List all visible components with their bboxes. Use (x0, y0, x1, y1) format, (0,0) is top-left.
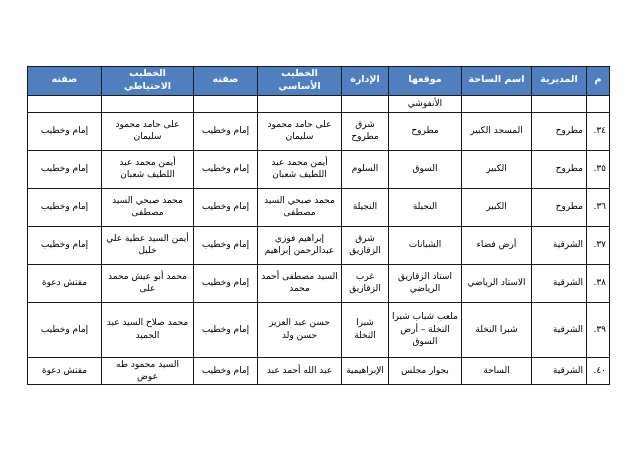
header-location: موقعها (389, 67, 462, 96)
square-cell: المسجد الكبير (462, 112, 532, 150)
main-preacher-cell: عبد الله أحمد عبد (258, 357, 342, 384)
row-number: ٣٤. (587, 112, 610, 150)
admin-cell: النجيلة (342, 188, 389, 226)
table-row (28, 264, 610, 302)
header-backup-preacher: الخطيب الاحتياطي (102, 67, 194, 96)
backup-role-cell: مفتش دعوة (28, 357, 102, 384)
row-number: ٣٧. (587, 226, 610, 264)
backup-role-cell: إمام وخطيب (28, 226, 102, 264)
table-row (28, 112, 610, 150)
governorate-cell: مطروح (532, 150, 587, 188)
location-cell: الشبانات (389, 226, 462, 264)
header-num: م (587, 67, 610, 96)
main-preacher-cell: محمد صبحي السيد مصطفى (258, 188, 342, 226)
admin-cell: شبرا النخلة (342, 302, 389, 357)
main-role-cell: إمام وخطيب (194, 302, 258, 357)
table-row (28, 226, 610, 264)
backup-preacher-cell: محمد صلاح السيد عبد الحميد (102, 302, 194, 357)
governorate-cell: مطروح (532, 112, 587, 150)
backup-preacher-cell: محمد صبحي السيد مصطفى (102, 188, 194, 226)
table-row (28, 357, 610, 384)
backup-role-cell: إمام وخطيب (28, 112, 102, 150)
row-number: ٤٠. (587, 357, 610, 384)
backup-role-cell: إمام وخطيب (28, 150, 102, 188)
admin-cell: غرب الزقازيق (342, 264, 389, 302)
row-number: ٣٥. (587, 150, 610, 188)
header-main-role: صفته (194, 67, 258, 96)
main-preacher-cell: على حامد محمود سليمان (258, 112, 342, 150)
backup-preacher-cell: محمد أبو عيش محمد على (102, 264, 194, 302)
main-preacher-cell: السيد مصطفى أحمد محمد (258, 264, 342, 302)
admin-cell: الإبراهيمية (342, 357, 389, 384)
backup-preacher-cell: على حامد محمود سليمان (102, 112, 194, 150)
backup-preacher-cell: السيد محمود طه عوض (102, 357, 194, 384)
square-cell: الاستاد الرياضي (462, 264, 532, 302)
location-cell: السوق (389, 150, 462, 188)
header-square-name: اسم الساحة (462, 67, 532, 96)
admin-cell: السلوم (342, 150, 389, 188)
admin-cell: شرق مطروح (342, 112, 389, 150)
main-preacher-cell: أيمن محمد عبد اللطيف شعبان (258, 150, 342, 188)
row-number: ٣٨. (587, 264, 610, 302)
backup-preacher-cell: أيمن محمد عبد اللطيف شعبان (102, 150, 194, 188)
continuation-location: الأنفوشي (389, 95, 462, 112)
main-role-cell: إمام وخطيب (194, 226, 258, 264)
governorate-cell: مطروح (532, 188, 587, 226)
main-role-cell: إمام وخطيب (194, 357, 258, 384)
square-cell: الساحة (462, 357, 532, 384)
row-number: ٣٩. (587, 302, 610, 357)
header-main-preacher: الخطيب الأساسي (258, 67, 342, 96)
location-cell: استاد الزقازيق الرياضي (389, 264, 462, 302)
backup-role-cell: إمام وخطيب (28, 188, 102, 226)
square-cell: الكبير (462, 150, 532, 188)
main-preacher-cell: حسن عبد العزيز حسن ولد (258, 302, 342, 357)
khutaba-table (27, 66, 610, 385)
location-cell: ملعب شباب شبرا النخلة – أرض السوق (389, 302, 462, 357)
governorate-cell: الشرقية (532, 302, 587, 357)
location-cell: بجوار مجلس (389, 357, 462, 384)
main-role-cell: إمام وخطيب (194, 264, 258, 302)
main-role-cell: إمام وخطيب (194, 188, 258, 226)
table-header (28, 67, 610, 96)
main-role-cell: إمام وخطيب (194, 112, 258, 150)
header-governorate: المديرية (532, 67, 587, 96)
location-cell: النجيلة (389, 188, 462, 226)
backup-preacher-cell: أيمن السيد عطية علي خليل (102, 226, 194, 264)
main-preacher-cell: إبراهيم فوزي عبدالرحمن إبراهيم (258, 226, 342, 264)
header-backup-role: صفته (28, 67, 102, 96)
header-administration: الإدارة (342, 67, 389, 96)
table-row (28, 188, 610, 226)
backup-role-cell: مفتش دعوة (28, 264, 102, 302)
admin-cell: شرق الزقازيق (342, 226, 389, 264)
governorate-cell: الشرقية (532, 226, 587, 264)
square-cell: الكبير (462, 188, 532, 226)
governorate-cell: الشرقية (532, 357, 587, 384)
main-role-cell: إمام وخطيب (194, 150, 258, 188)
governorate-cell: الشرقية (532, 264, 587, 302)
table-row-continuation (28, 95, 610, 112)
row-number: ٣٦. (587, 188, 610, 226)
table-row (28, 150, 610, 188)
square-cell: شبرا النخلة (462, 302, 532, 357)
square-cell: أرض فضاء (462, 226, 532, 264)
backup-role-cell: إمام وخطيب (28, 302, 102, 357)
table-row (28, 302, 610, 357)
location-cell: مطروح (389, 112, 462, 150)
